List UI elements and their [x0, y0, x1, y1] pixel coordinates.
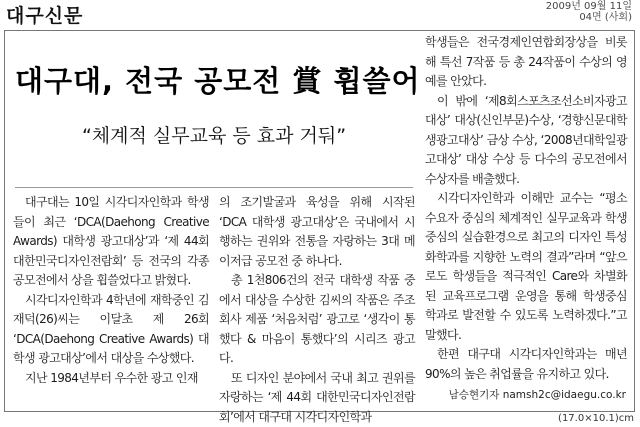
paragraph: 한편 대구대 시각디자인학과는 매년 90%의 높은 취업률을 유지하고 있다. — [425, 345, 627, 384]
reporter-byline: 남승현기자 namsh2c@idaegu.co.kr — [449, 387, 626, 402]
article-clipping — [4, 30, 635, 412]
publication-info — [546, 1, 632, 23]
paragraph: 학생들은 전국경제인연합회장상을 비롯해 특선 7작품 등 총 24작품이 수상의 영예를 안았다. — [425, 33, 627, 92]
paragraph: 또 디자인 분야에서 국내 최고 권위를 자랑하는 ‘제 44회 대한민국디자인전람회’에서 대구대 시각디자인학과 — [219, 369, 415, 427]
article-column-3 — [425, 33, 627, 383]
paragraph: 총 1천806건의 전국 대학생 작품 중에서 대상을 수상한 김씨의 작품은 주조회사 제품 ‘처음처럼’ 광고로 ‘생각이 통했다 & 마음이 통했다’의 시리즈 광고다. — [219, 271, 415, 369]
article-subheadline: “체계적 실무교육 등 효과 거둬” — [15, 121, 413, 148]
paragraph: 의 조기발굴과 육성을 위해 시작된 ‘DCA 대학생 광고대상’은 국내에서 시행하는 권위와 전통을 자랑하는 3대 메이저급 공모전 중 하나다. — [219, 193, 415, 271]
article-headline: 대구대, 전국 공모전 賞 휩쓸어 — [15, 59, 413, 100]
clipping-size-note: (17.0×10.1)cm — [558, 413, 634, 424]
masthead — [0, 0, 640, 28]
page-section: 04면 (사회) — [546, 12, 632, 23]
newspaper-name: 대구신문 — [6, 1, 83, 28]
paragraph: 이 밖에 ‘제8회스포츠조선소비자광고대상’ 대상(신인부문)수상, ‘경향신문대학생광고대상’ 금상 수상, ‘2008년대학일광고대상’ 대상 수상 등 다수의 공모전에서 수상자를 배출했다. — [425, 92, 627, 190]
article-column-1 — [13, 193, 209, 411]
paragraph: 대구대는 10일 시각디자인학과 학생들이 최근 ‘DCA(Daehong Creative Awards) 대학생 광고대상’과 ‘제 44회 대한민국디자인전람회’ 등 전국의 각종 공모전에서 상을 휩쓸었다고 밝혔다. — [13, 193, 209, 291]
article-column-2 — [219, 193, 415, 411]
paragraph: 시각디자인학과 4학년에 재학중인 김재덕(26)씨는 이달초 제 26회 ‘DCA(Daehong Creative Awards) 대학생 광고대상’에서 대상을 수상했다. — [13, 291, 209, 369]
publication-date: 2009년 09월 11일 — [546, 1, 632, 12]
paragraph: 시각디자인학과 이해만 교수는 “평소 수요자 중심의 체계적인 실무교육과 학생중심의 실습환경으로 최고의 디자인 특성화학과를 지향한 노력의 결과”라며 “앞으로도 학생들을 적극적인 Care와 차별화된 교육프로그램 운영을 통해 학생중심 학과로 발전할 수 있도록 노력하겠다.”고 말했다. — [425, 189, 627, 345]
paragraph: 지난 1984년부터 우수한 광고 인재 — [13, 369, 209, 389]
headline-box — [15, 37, 413, 188]
